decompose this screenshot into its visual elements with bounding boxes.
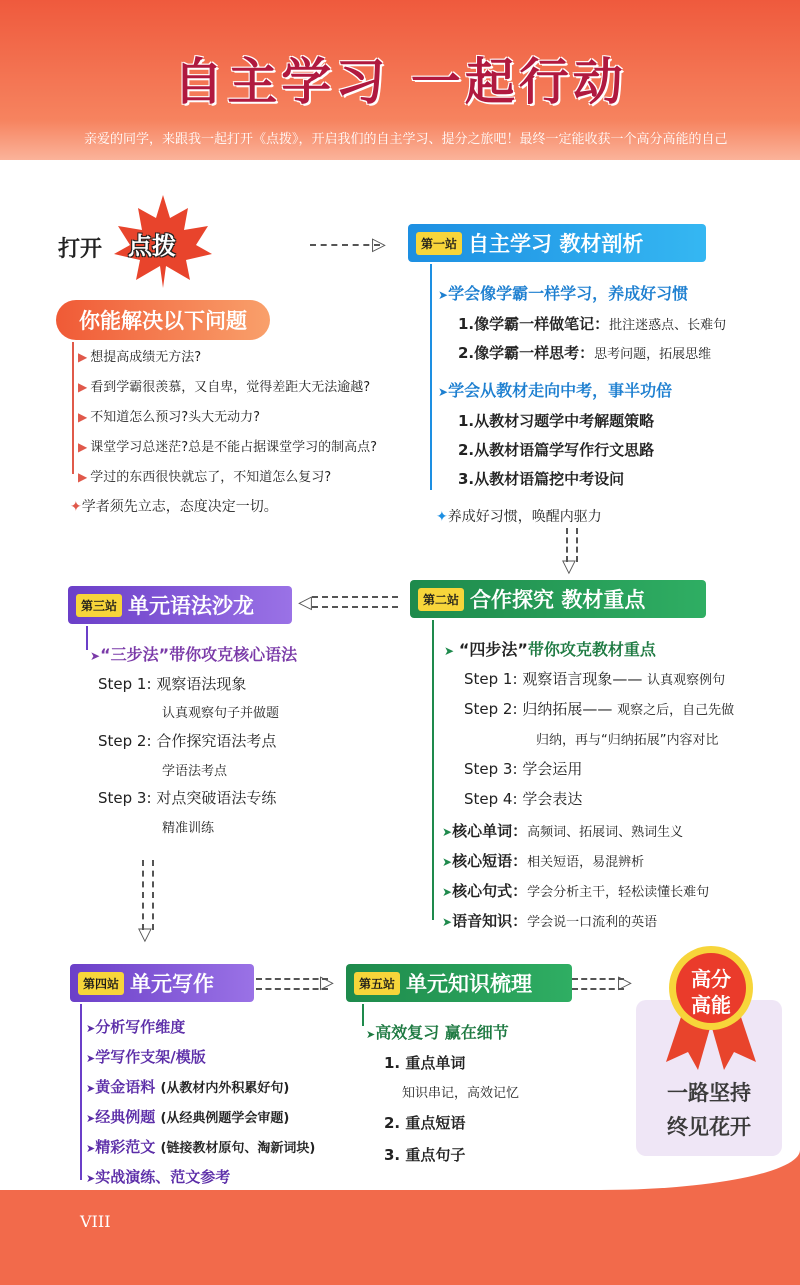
station3-banner — [68, 586, 292, 624]
station5-banner — [346, 964, 572, 1002]
arrow-icon: ➤ — [442, 855, 453, 869]
station2-core: ➤核心短语：相关短语，易混辨析 — [442, 852, 645, 870]
station4-title: 单元写作 — [130, 972, 215, 996]
station2-connector — [432, 620, 434, 920]
station4-badge: 第四站 — [78, 972, 124, 995]
station1-footer: ✦养成好习惯，唤醒内驱力 — [436, 509, 602, 525]
station5-item: 2. 重点短语 — [384, 1114, 466, 1132]
arrow-icon: ➤ — [86, 1022, 96, 1035]
list-item: ➤黄金语料 (从教材内外积累好句) — [86, 1078, 290, 1096]
list-item: ➤学写作支架/模版 — [86, 1048, 206, 1066]
arrow-icon: ➤ — [438, 385, 449, 399]
arrow-down-icon: ▽ — [562, 556, 576, 577]
arrow-down-icon: ▽ — [138, 924, 152, 945]
station2-step: Step 1: 观察语言现象—— 认真观察例句 — [464, 670, 726, 688]
flow-arrow-1 — [310, 244, 380, 246]
page-number: VIII — [80, 1212, 111, 1231]
station5-badge: 第五站 — [354, 972, 400, 995]
station1-item: 2.像学霸一样思考：思考问题，拓展思维 — [458, 344, 712, 362]
flow-arrow-5 — [256, 978, 328, 990]
station3-step-note: 认真观察句子并做题 — [162, 706, 280, 721]
station4-banner — [70, 964, 254, 1002]
list-item: ▶ 不知道怎么预习?头大无动力? — [78, 410, 261, 425]
station2-method: ➤ “四步法”带你攻克教材重点 — [444, 640, 656, 659]
list-item: ▶ 课堂学习总迷茫?总是不能占据课堂学习的制高点? — [78, 440, 378, 455]
station5-slogan: ➤高效复习 赢在细节 — [366, 1023, 509, 1042]
flow-arrow-6 — [572, 978, 624, 990]
station2-step: Step 3: 学会运用 — [464, 760, 583, 778]
station1-item: 1.像学霸一样做笔记：批注迷惑点、长难句 — [458, 315, 727, 333]
station3-step-note: 学语法考点 — [162, 764, 228, 779]
station5-title: 单元知识梳理 — [406, 972, 533, 996]
station2-badge: 第二站 — [418, 588, 464, 611]
station5-note: 知识串记，高效记忆 — [402, 1086, 520, 1101]
station3-step: Step 2: 合作探究语法考点 — [98, 732, 277, 750]
arrow-icon: ➤ — [366, 1028, 376, 1041]
station5-item: 1. 重点单词 — [384, 1054, 466, 1072]
flow-arrow-3 — [312, 596, 398, 608]
station1-title: 自主学习 教材剖析 — [468, 232, 644, 256]
station2-banner — [410, 580, 706, 618]
station1-badge: 第一站 — [416, 232, 462, 255]
station2-core: ➤核心单词：高频词、拓展词、熟词生义 — [442, 822, 684, 840]
list-item: ▶ 看到学霸很羡慕，又自卑，觉得差距大无法逾越? — [78, 380, 371, 395]
problems-title: 你能解决以下问题 — [56, 300, 270, 340]
station2-core: ➤语音知识：学会说一口流利的英语 — [442, 912, 658, 930]
station3-connector — [86, 626, 88, 650]
list-item: ➤分析写作维度 — [86, 1018, 186, 1036]
problems-connector — [72, 342, 74, 474]
list-item: ▶ 学过的东西很快就忘了，不知道怎么复习? — [78, 470, 332, 485]
star-icon: ✦ — [70, 499, 82, 515]
star-icon: ✦ — [436, 509, 448, 525]
station4-list — [86, 1016, 315, 1196]
station4-connector — [80, 1004, 82, 1180]
station2-step: Step 2: 归纳拓展—— 观察之后，自己先做 — [464, 700, 735, 718]
station3-step: Step 1: 观察语法现象 — [98, 675, 247, 693]
brand-logo: 点拨 — [128, 232, 176, 260]
arrow-left-icon: ◁ — [298, 592, 312, 613]
goal-motto: 一路坚持 终见花开 — [667, 1081, 751, 1139]
station3-step-note: 精准训练 — [162, 821, 215, 836]
station3-step: Step 3: 对点突破语法专练 — [98, 789, 277, 807]
arrow-icon: ➤ — [442, 915, 453, 929]
arrow-right-icon: ▷ — [320, 972, 334, 993]
station1-item: 2.从教材语篇学写作行文思路 — [458, 441, 655, 459]
arrow-icon: ➤ — [86, 1112, 96, 1125]
arrow-icon: ➤ — [438, 288, 449, 302]
arrow-icon: ➤ — [90, 649, 101, 663]
station2-core: ➤核心句式：学会分析主干，轻松读懂长难句 — [442, 882, 710, 900]
arrow-icon: ➤ — [86, 1082, 96, 1095]
arrow-icon: ➤ — [442, 825, 453, 839]
station2-step: Step 4: 学会表达 — [464, 790, 583, 808]
arrow-icon: ➤ — [86, 1172, 96, 1185]
station1-item: 1.从教材习题学中考解题策略 — [458, 412, 655, 430]
station1-section1: ➤学会像学霸一样学习，养成好习惯 — [438, 284, 689, 303]
station1-section2: ➤学会从教材走向中考，事半功倍 — [438, 381, 673, 400]
list-item: ➤精彩范文 (链接教材原句、淘新词块) — [86, 1138, 316, 1156]
station3-badge: 第三站 — [76, 594, 122, 617]
list-item: ▶ 想提高成绩无方法? — [78, 350, 202, 365]
list-item: ➤经典例题 (从经典例题学会审题) — [86, 1108, 290, 1126]
station3-method: ➤“三步法”带你攻克核心语法 — [90, 645, 298, 664]
open-label: 打开 — [58, 237, 103, 262]
arrow-icon: ➤ — [444, 644, 455, 658]
arrow-right-icon: ▷ — [618, 972, 632, 993]
station5-connector — [362, 1004, 364, 1026]
arrow-icon: ➤ — [86, 1052, 96, 1065]
list-item: ➤实战演练、范文参考 — [86, 1168, 231, 1186]
problems-list — [78, 346, 377, 496]
station1-item: 3.从教材语篇挖中考设问 — [458, 470, 625, 488]
medal-text: 高分 高能 — [691, 967, 731, 1017]
station2-step-note: 归纳，再与“归纳拓展”内容对比 — [536, 733, 719, 748]
arrow-icon: ➤ — [86, 1142, 96, 1155]
flow-arrow-4 — [142, 860, 154, 930]
station1-banner — [408, 224, 706, 262]
station2-title: 合作探究 教材重点 — [470, 588, 646, 612]
motto: ✦学者须先立志，态度决定一切。 — [70, 499, 278, 515]
station1-connector — [430, 264, 432, 490]
station3-title: 单元语法沙龙 — [128, 594, 255, 618]
footer-band — [0, 1190, 800, 1285]
station5-item: 3. 重点句子 — [384, 1146, 466, 1164]
page-title: 自主学习 一起行动 — [173, 53, 627, 111]
arrow-icon: ➤ — [442, 885, 453, 899]
page-subtitle: 亲爱的同学，来跟我一起打开《点拨》，开启我们的自主学习、提分之旅吧！最终一定能收获一个高分高能的自己 — [84, 132, 728, 147]
arrow-right-icon: ▷ — [372, 234, 386, 255]
